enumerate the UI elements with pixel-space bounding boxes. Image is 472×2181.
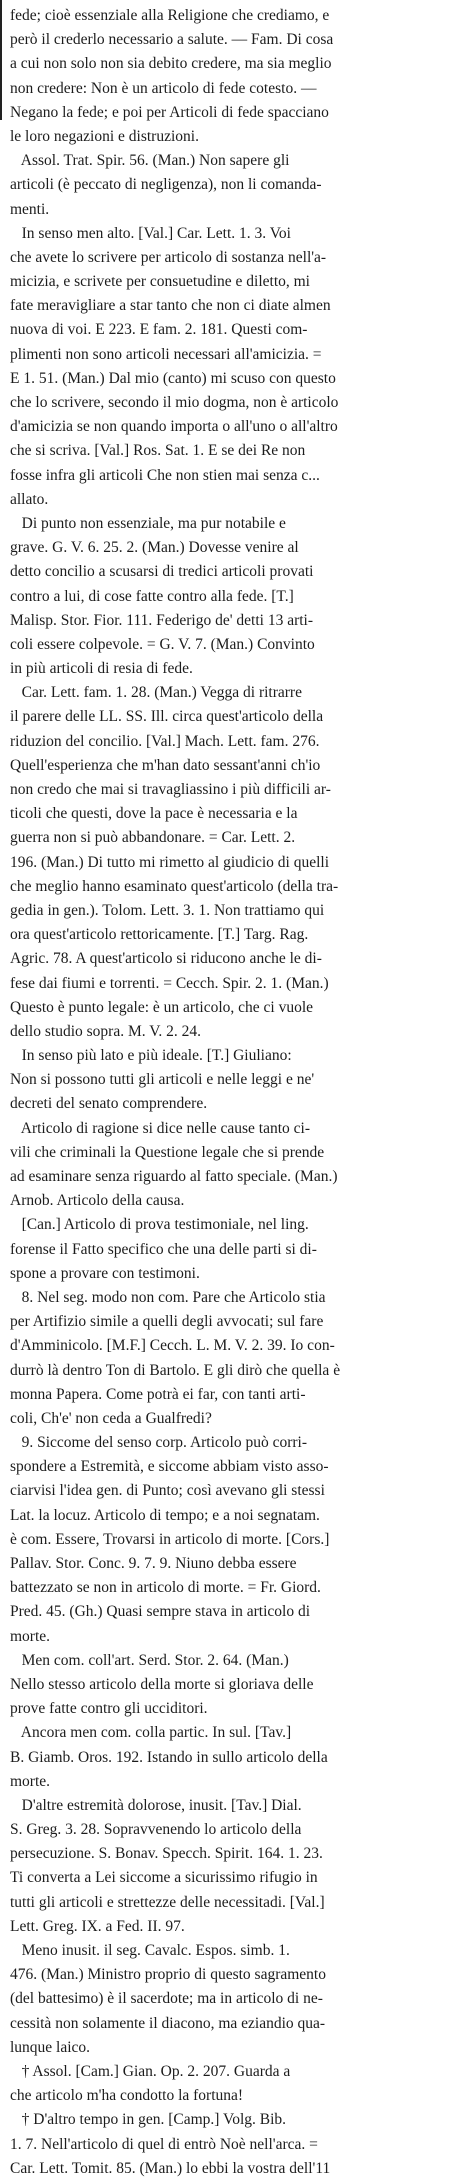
text-line: le loro negazioni e distruzioni. — [10, 127, 199, 145]
text-line: detto concilio a scusarsi di tredici articoli provati — [10, 563, 314, 581]
text-line: gedia in gen.). Tolom. Lett. 3. 1. Non trattiamo qui — [10, 901, 325, 919]
text-line: S. Greg. 3. 28. Sopravvenendo lo articolo della — [10, 1821, 302, 1839]
text-line: che si scriva. [Val.] Ros. Sat. 1. E se dei Re non — [10, 442, 306, 460]
text-line: spondere a Estremità, e siccome abbiam visto asso- — [10, 1458, 329, 1476]
text-line: fede; cioè essenziale alla Religione che crediamo, e — [10, 7, 330, 24]
text-line: Men com. coll'art. Serd. Stor. 2. 64. (Man.) — [10, 1651, 289, 1669]
entry-text — [10, 4, 464, 2181]
text-line: 196. (Man.) Di tutto mi rimetto al giudicio di quelli — [10, 853, 329, 871]
text-line: fate meravigliare a star tanto che non ci diate almen — [10, 297, 331, 315]
text-line: durrò là dentro Ton di Bartolo. E gli dirò che quella è — [10, 1361, 341, 1379]
text-line: a cui non solo non sia debito credere, ma sia meglio — [10, 55, 332, 73]
text-line: ad esaminare senza riguardo al fatto speciale. (Man.) — [10, 1168, 338, 1185]
text-line: B. Giamb. Oros. 192. Istando in sullo articolo della — [10, 1748, 328, 1766]
text-line: Nello stesso articolo della morte si gloriava delle — [10, 1675, 314, 1693]
text-line: allato. — [10, 490, 49, 508]
text-line: nuova di voi. E 223. E fam. 2. 181. Questi com- — [10, 321, 308, 339]
text-line: 8. Nel seg. modo non com. Pare che Articolo stia — [10, 1288, 326, 1306]
text-line: articoli (è peccato di negligenza), non li comanda- — [10, 176, 322, 194]
text-line: prove fatte contro gli ucciditori. — [10, 1700, 208, 1718]
text-line: 9. Siccome del senso corp. Articolo può corri- — [10, 1434, 308, 1452]
text-line: † Assol. [Cam.] Gian. Op. 2. 207. Guarda a — [10, 2062, 291, 2080]
text-line: (del battesimo) è il sacerdote; ma in articolo di ne- — [10, 1990, 323, 2008]
text-line: è com. Essere, Trovarsi in articolo di morte. [Cors.] — [10, 1530, 330, 1548]
text-line: il parere delle LL. SS. Ill. circa quest'articolo della — [10, 708, 324, 726]
text-line: Assol. Trat. Spir. 56. (Man.) Non sapere gli — [10, 152, 290, 170]
text-line: † D'altro tempo in gen. [Camp.] Volg. Bib. — [10, 2111, 287, 2129]
text-line: vili che criminali la Questione legale che si prende — [10, 1143, 325, 1161]
text-line: d'amicizia se non quando importa o all'uno o all'altro — [10, 418, 338, 436]
text-line: riduzion del concilio. [Val.] Mach. Lett. fam. 276. — [10, 732, 320, 750]
text-line: in più articoli di resia di fede. — [10, 660, 193, 678]
text-line: menti. — [10, 200, 50, 218]
text-line: battezzato se non in articolo di morte. = Fr. Giord. — [10, 1579, 321, 1597]
text-line: In senso più lato e più ideale. [T.] Giuliano: — [10, 1047, 292, 1065]
text-line: micizia, e scrivete per consuetudine e diletto, mi — [10, 273, 310, 291]
text-line: Malisp. Stor. Fior. 111. Federigo de' detti 13 arti- — [10, 611, 314, 629]
text-line: contro a lui, di cose fatte contro alla fede. [T.] — [10, 587, 294, 605]
text-line: cessità non solamente il diacono, ma eziandio qua- — [10, 2014, 326, 2032]
text-line: Pallav. Stor. Conc. 9. 7. 9. Niuno debba essere — [10, 1555, 297, 1572]
text-line: però il crederlo necessario a salute. — Fam. Di cosa — [10, 31, 334, 49]
text-line: guerra non si può abbandonare. = Car. Lett. 2. — [10, 829, 296, 847]
text-line: Negano la fede; e poi per Articoli di fede spacciano — [10, 103, 329, 121]
text-line: Car. Lett. fam. 1. 28. (Man.) Vegga di ritrarre — [10, 684, 302, 702]
text-line: Di punto non essenziale, ma pur notabile e — [10, 514, 286, 532]
text-line: grave. G. V. 6. 25. 2. (Man.) Dovesse venire al — [10, 539, 299, 557]
text-line: Ti converta a Lei siccome a sicurissimo rifugio in — [10, 1869, 318, 1887]
text-line: Pred. 45. (Gh.) Quasi sempre stava in articolo di — [10, 1603, 311, 1621]
text-line: non credere: Non è un articolo di fede cotesto. — — [10, 79, 317, 97]
text-line: Articolo di ragione si dice nelle cause tanto ci- — [10, 1119, 310, 1137]
text-line: che avete lo scrivere per articolo di sostanza nell'a- — [10, 248, 327, 266]
text-line: tutti gli articoli e strettezze delle necessitadi. [Val.] — [10, 1893, 325, 1911]
text-line: Lett. Greg. IX. a Fed. II. 97. — [10, 1917, 185, 1935]
text-line: Arnob. Articolo della causa. — [10, 1192, 185, 1210]
text-line: decreti del senato comprendere. — [10, 1095, 208, 1113]
text-line: Meno inusit. il seg. Cavalc. Espos. simb. 1. — [10, 1942, 290, 1959]
text-line: che articolo m'ha condotto la fortuna! — [10, 2087, 244, 2105]
text-line: fosse infra gli articoli Che non stien mai senza c... — [10, 466, 320, 484]
text-line: Lat. la locuz. Articolo di tempo; e a noi segnatam. — [10, 1506, 320, 1524]
text-line: non credo che mai si travagliassino i più difficili ar- — [10, 781, 331, 798]
text-line: dello studio sopra. M. V. 2. 24. — [10, 1022, 202, 1040]
text-line: Questo è punto legale: è un articolo, che ci vuole — [10, 998, 314, 1016]
text-line: Non si possono tutti gli articoli e nelle leggi e ne' — [10, 1071, 315, 1089]
text-line: forense il Fatto specifico che una delle parti si di- — [10, 1240, 317, 1258]
quotation-rule — [0, 0, 5, 120]
text-line: E 1. 51. (Man.) Dal mio (canto) mi scuso con questo — [10, 369, 336, 387]
text-line: ora quest'articolo rettoricamente. [T.] Targ. Rag. — [10, 926, 309, 944]
text-line: Ancora men com. colla partic. In sul. [Tav.] — [10, 1724, 292, 1742]
text-line: Quell'esperienza che m'han dato sessant'anni ch'io — [10, 756, 321, 774]
text-line: che lo scrivere, secondo il mio dogma, non è articolo — [10, 394, 339, 411]
text-line: Car. Lett. Tomit. 85. (Man.) lo ebbi la vostra dell'11 — [10, 2159, 331, 2177]
text-line: spone a provare con testimoni. — [10, 1264, 200, 1282]
text-line: ciarvisi l'idea gen. di Punto; così avevano gli stessi — [10, 1482, 325, 1500]
text-line: Agric. 78. A quest'articolo si riducono anche le di- — [10, 950, 322, 968]
text-line: D'altre estremità dolorose, inusit. [Tav.] Dial. — [10, 1796, 302, 1814]
text-line: coli essere colpevole. = G. V. 7. (Man.) Convinto — [10, 635, 315, 653]
text-line: 476. (Man.) Ministro proprio di questo sagramento — [10, 1966, 326, 1984]
text-line: d'Amminicolo. [M.F.] Cecch. L. M. V. 2. 39. Io con- — [10, 1337, 335, 1355]
text-line: per Artifizio simile a quelli degli avvocati; sul fare — [10, 1313, 324, 1331]
text-line: che meglio hanno esaminato quest'articolo (della tra- — [10, 877, 339, 895]
text-line: [Can.] Articolo di prova testimoniale, nel ling. — [10, 1216, 309, 1234]
text-line: coli, Ch'e' non ceda a Gualfredi? — [10, 1409, 212, 1427]
text-line: ticoli che questi, dove la pace è necessaria e la — [10, 805, 298, 823]
text-line: persecuzione. S. Bonav. Specch. Spirit. 164. 1. 23. — [10, 1845, 323, 1863]
text-line: morte. — [10, 1772, 51, 1790]
text-line: fese dai fiumi e torrenti. = Cecch. Spir. 2. 1. (Man.) — [10, 974, 329, 992]
text-line: plimenti non sono articoli necessari all'amicizia. = — [10, 345, 322, 363]
text-line: 1. 7. Nell'articolo di quel di entrò Noè nell'arca. = — [10, 2135, 318, 2153]
text-line: monna Papera. Come potrà ei far, con tanti arti- — [10, 1385, 306, 1403]
text-line: morte. — [10, 1627, 51, 1645]
text-line: In senso men alto. [Val.] Car. Lett. 1. 3. Voi — [10, 224, 291, 242]
text-line: lunque laico. — [10, 2038, 91, 2056]
